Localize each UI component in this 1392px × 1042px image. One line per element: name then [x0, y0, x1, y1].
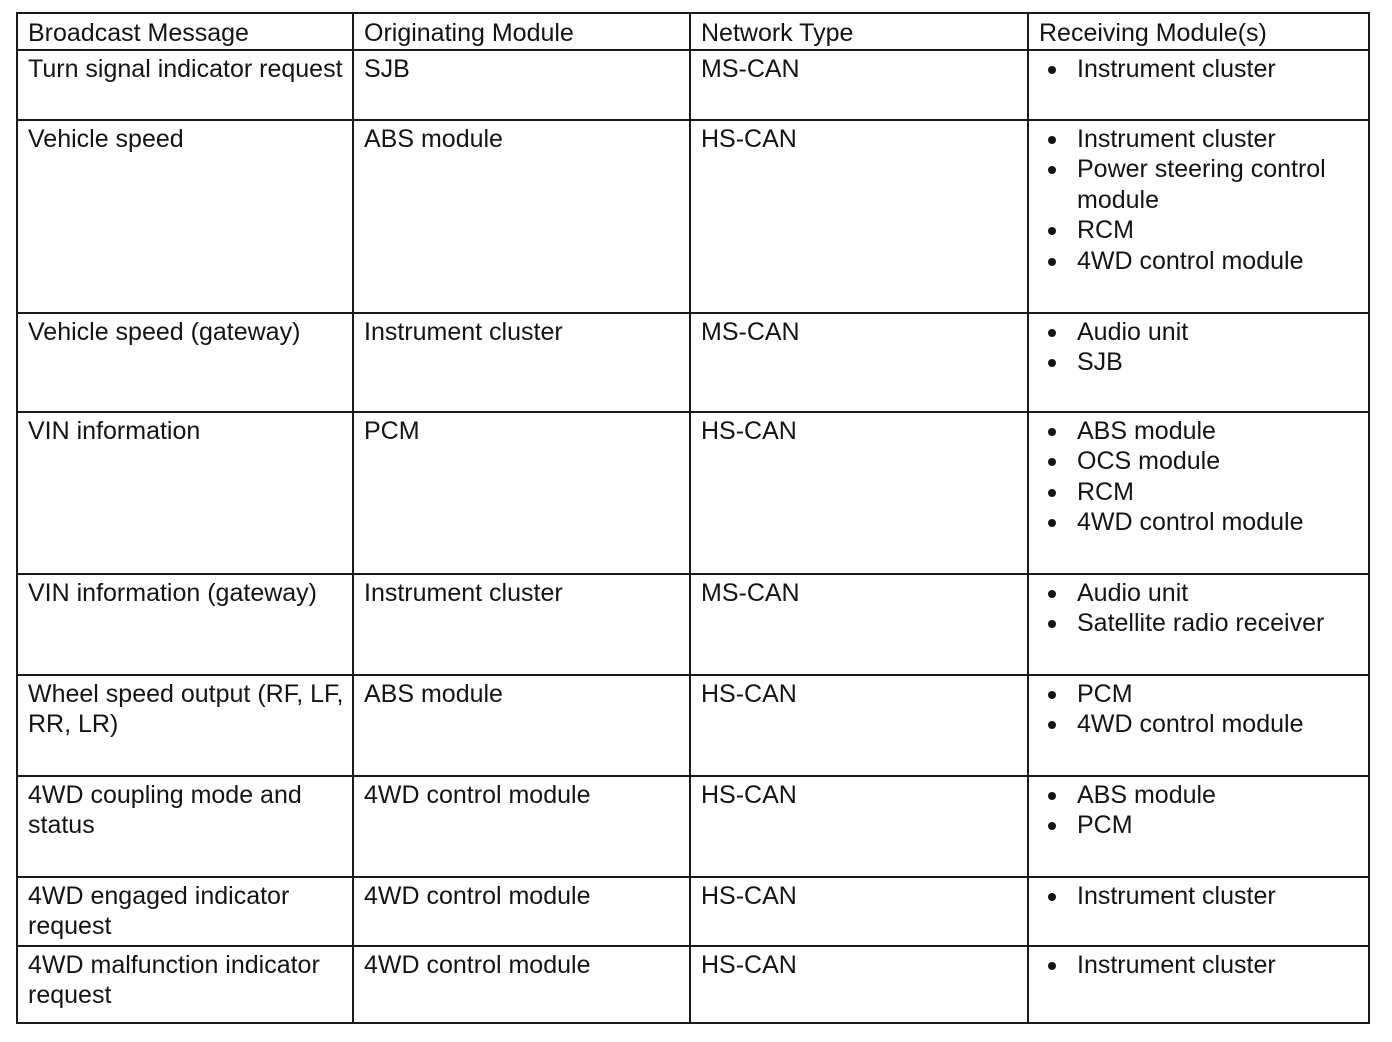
table-row	[17, 313, 1369, 412]
table-row	[17, 50, 1369, 120]
receiving-module-list	[1039, 881, 1368, 912]
header-originating-module: Originating Module	[353, 13, 690, 50]
cell-broadcast-message: Wheel speed output (RF, LF, RR, LR)	[17, 675, 353, 776]
cell-receiving-modules	[1028, 946, 1369, 1023]
table-row	[17, 412, 1369, 574]
receiving-module-list	[1039, 950, 1368, 981]
cell-broadcast-message: Vehicle speed	[17, 120, 353, 313]
header-receiving-modules: Receiving Module(s)	[1028, 13, 1369, 50]
receiving-module-item: Instrument cluster	[1039, 950, 1368, 981]
cell-originating-module: ABS module	[353, 120, 690, 313]
cell-originating-module: 4WD control module	[353, 946, 690, 1023]
cell-receiving-modules	[1028, 313, 1369, 412]
receiving-module-list	[1039, 679, 1368, 740]
cell-originating-module: ABS module	[353, 675, 690, 776]
receiving-module-list	[1039, 416, 1368, 538]
cell-originating-module: Instrument cluster	[353, 574, 690, 675]
table-row	[17, 574, 1369, 675]
receiving-module-item: Power steering control module	[1039, 154, 1368, 215]
cell-originating-module: 4WD control module	[353, 776, 690, 877]
cell-broadcast-message: Turn signal indicator request	[17, 50, 353, 120]
receiving-module-item: PCM	[1039, 679, 1368, 710]
broadcast-message-table	[16, 12, 1370, 1024]
receiving-module-item: RCM	[1039, 477, 1368, 508]
cell-network-type: HS-CAN	[690, 877, 1028, 946]
cell-receiving-modules	[1028, 120, 1369, 313]
cell-originating-module: PCM	[353, 412, 690, 574]
cell-network-type: MS-CAN	[690, 50, 1028, 120]
cell-broadcast-message: 4WD coupling mode and status	[17, 776, 353, 877]
cell-originating-module: Instrument cluster	[353, 313, 690, 412]
receiving-module-list	[1039, 578, 1368, 639]
cell-broadcast-message: VIN information	[17, 412, 353, 574]
cell-broadcast-message: 4WD malfunction indicator request	[17, 946, 353, 1023]
receiving-module-item: Audio unit	[1039, 317, 1368, 348]
receiving-module-item: ABS module	[1039, 780, 1368, 811]
cell-network-type: HS-CAN	[690, 675, 1028, 776]
table-row	[17, 120, 1369, 313]
cell-receiving-modules	[1028, 877, 1369, 946]
cell-broadcast-message: VIN information (gateway)	[17, 574, 353, 675]
table-row	[17, 877, 1369, 946]
header-network-type: Network Type	[690, 13, 1028, 50]
receiving-module-item: PCM	[1039, 810, 1368, 841]
receiving-module-item: OCS module	[1039, 446, 1368, 477]
cell-originating-module: SJB	[353, 50, 690, 120]
table-row	[17, 946, 1369, 1023]
table-row	[17, 776, 1369, 877]
receiving-module-item: ABS module	[1039, 416, 1368, 447]
receiving-module-list	[1039, 124, 1368, 277]
cell-network-type: HS-CAN	[690, 120, 1028, 313]
cell-receiving-modules	[1028, 776, 1369, 877]
receiving-module-item: Audio unit	[1039, 578, 1368, 609]
header-row	[17, 13, 1369, 50]
cell-receiving-modules	[1028, 574, 1369, 675]
cell-receiving-modules	[1028, 412, 1369, 574]
cell-network-type: HS-CAN	[690, 946, 1028, 1023]
receiving-module-item: RCM	[1039, 215, 1368, 246]
cell-receiving-modules	[1028, 50, 1369, 120]
cell-originating-module: 4WD control module	[353, 877, 690, 946]
table-body	[17, 50, 1369, 1023]
cell-broadcast-message: Vehicle speed (gateway)	[17, 313, 353, 412]
receiving-module-item: 4WD control module	[1039, 507, 1368, 538]
receiving-module-item: Instrument cluster	[1039, 54, 1368, 85]
cell-network-type: MS-CAN	[690, 313, 1028, 412]
table-header	[17, 13, 1369, 50]
receiving-module-item: Instrument cluster	[1039, 124, 1368, 155]
cell-network-type: MS-CAN	[690, 574, 1028, 675]
receiving-module-item: Instrument cluster	[1039, 881, 1368, 912]
receiving-module-item: Satellite radio receiver	[1039, 608, 1368, 639]
receiving-module-item: 4WD control module	[1039, 709, 1368, 740]
table-row	[17, 675, 1369, 776]
receiving-module-list	[1039, 54, 1368, 85]
receiving-module-list	[1039, 317, 1368, 378]
receiving-module-list	[1039, 780, 1368, 841]
receiving-module-item: SJB	[1039, 347, 1368, 378]
header-broadcast-message: Broadcast Message	[17, 13, 353, 50]
cell-network-type: HS-CAN	[690, 776, 1028, 877]
receiving-module-item: 4WD control module	[1039, 246, 1368, 277]
cell-network-type: HS-CAN	[690, 412, 1028, 574]
cell-broadcast-message: 4WD engaged indicator request	[17, 877, 353, 946]
cell-receiving-modules	[1028, 675, 1369, 776]
